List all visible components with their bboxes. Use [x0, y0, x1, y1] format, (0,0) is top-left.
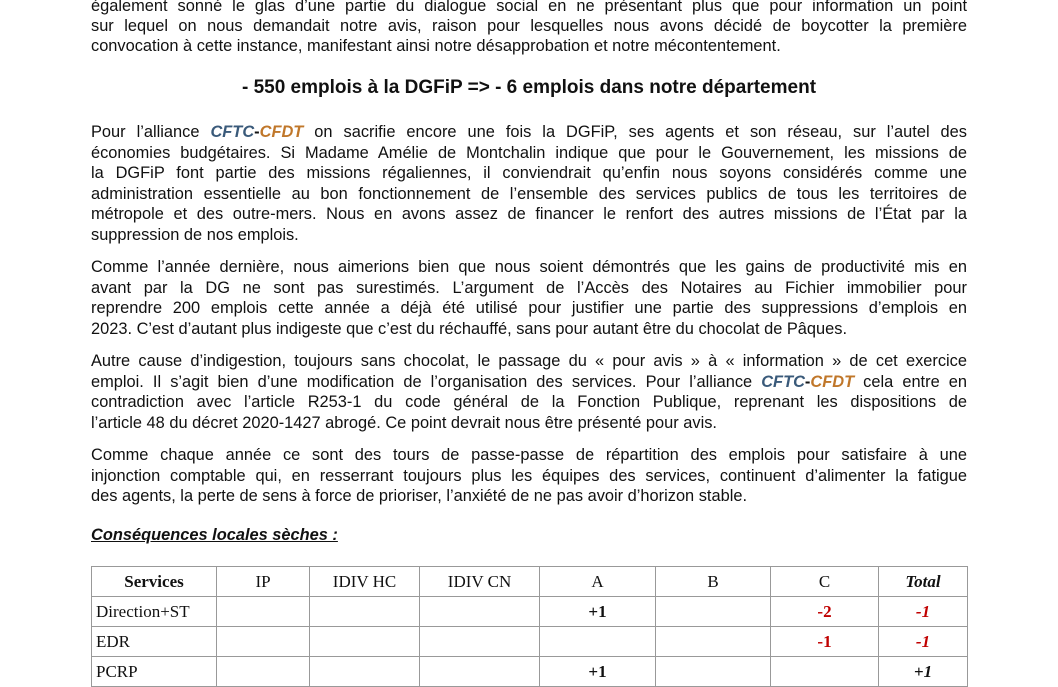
- text-line: convocation à cette instance, manifestant ainsi notre désapprobation et notre mécontentement.: [91, 37, 781, 55]
- cell: [420, 657, 540, 687]
- cell: -1: [879, 597, 968, 627]
- cell: [420, 627, 540, 657]
- text-line: [91, 372, 967, 392]
- cell: [310, 627, 420, 657]
- text-line: injonction comptable qui, en resserrant toujours plus les équipes des services, continuent d’alimenter la fatigue: [91, 466, 967, 485]
- subheading: Conséquences locales sèches :: [91, 526, 338, 544]
- brand-dash: -: [254, 123, 260, 141]
- cell: PCRP: [92, 657, 217, 687]
- consequences-table: [91, 566, 968, 687]
- text-line: [91, 122, 967, 142]
- text-line: des agents, la perte de sens à force de prioriser, l’anxiété de ne pas avoir d’horizon stable.: [91, 487, 748, 505]
- cell: EDR: [92, 627, 217, 657]
- text-line: reprendre 200 emplois cette année a déjà été utilisé pour justifier une partie des suppressions d’emplois en: [91, 299, 967, 317]
- brand-cfdt: CFDT: [810, 372, 855, 391]
- header-cell: B: [656, 567, 771, 597]
- header-cell: IP: [217, 567, 310, 597]
- cell: [656, 657, 771, 687]
- text-line: la DGFiP font partie des missions régaliennes, il conviendrait qu’enfin nous soyons considérés comme une: [91, 164, 967, 182]
- cell: [310, 597, 420, 627]
- cell: [420, 597, 540, 627]
- text-line: métropole et des outre-mers. Nous en avons assez de financer le renfort des autres missions de l’État par la: [91, 205, 967, 223]
- cell: +1: [879, 657, 968, 687]
- cell: [656, 597, 771, 627]
- table-header-row: [92, 567, 968, 597]
- header-cell: A: [540, 567, 656, 597]
- header-cell: Services: [92, 567, 217, 597]
- brand-cftc: CFTC: [761, 372, 805, 391]
- text: on sacrifie encore une fois la DGFiP, ses agents et son réseau, sur l’autel des: [303, 123, 967, 141]
- brand-cftc: CFTC: [210, 123, 255, 141]
- text-line: administration essentielle au bon fonctionnement de l’ensemble des services publics de tous les territoires de: [91, 184, 967, 203]
- cell: -2: [771, 597, 879, 627]
- header-cell: Total: [879, 567, 968, 597]
- table-row: [92, 627, 968, 657]
- cell: [217, 597, 310, 627]
- text: Pour l’alliance: [91, 123, 211, 141]
- text-line: sur lequel on nous demandait notre avis, raison pour lesquelles nous avons décidé de boycotter la première: [91, 17, 967, 35]
- text-line: Autre cause d’indigestion, toujours sans chocolat, le passage du « pour avis » à « information » de cet exercice: [91, 352, 967, 370]
- text: cela entre en: [854, 372, 967, 391]
- header-cell: C: [771, 567, 879, 597]
- brand-dash: -: [804, 372, 811, 391]
- brand-cfdt: CFDT: [259, 123, 304, 141]
- text-line: suppression de nos emplois.: [91, 225, 299, 244]
- cell: +1: [540, 597, 656, 627]
- text-line: l’article 48 du décret 2020-1427 abrogé. Ce point devrait nous être présenté pour avis.: [91, 413, 717, 432]
- cell: -1: [879, 627, 968, 657]
- cell: [771, 657, 879, 687]
- table-row: [92, 597, 968, 627]
- cell: +1: [540, 657, 656, 687]
- text: emploi. Il s’agit bien d’une modification de l’organisation des services. Pour l’alliance: [91, 372, 762, 391]
- cell: [540, 627, 656, 657]
- cell: Direction+ST: [92, 597, 217, 627]
- header-cell: IDIV CN: [420, 567, 540, 597]
- table-row: [92, 657, 968, 687]
- text-line: économies budgétaires. Si Madame Amélie de Montchalin indique que pour le Gouvernement, les missions de: [91, 143, 967, 162]
- text-line: également sonné le glas d’une partie du dialogue social en ne présentant plus que pour information un point: [91, 0, 967, 15]
- text-line: Comme chaque année ce sont des tours de passe-passe de répartition des emplois pour satisfaire à une: [91, 446, 967, 464]
- text-line: avant par la DG ne sont pas surestimés. L’argument de l’Accès des Notaires au Fichier immobilier pour: [91, 278, 967, 297]
- cell: [310, 657, 420, 687]
- cell: [656, 627, 771, 657]
- cell: -1: [771, 627, 879, 657]
- cell: [217, 657, 310, 687]
- text-line: contradiction avec l’article R253-1 du code général de la Fonction Publique, reprenant les dispositions de: [91, 393, 967, 411]
- text-line: Comme l’année dernière, nous aimerions bien que nous soient démontrés que les gains de productivité mis en: [91, 258, 967, 276]
- cell: [217, 627, 310, 657]
- header-cell: IDIV HC: [310, 567, 420, 597]
- text-line: 2023. C’est d’autant plus indigeste que c’est du réchauffé, sans pour autant être du chocolat de Pâques.: [91, 319, 848, 338]
- section-heading: - 550 emplois à la DGFiP => - 6 emplois dans notre département: [241, 77, 817, 98]
